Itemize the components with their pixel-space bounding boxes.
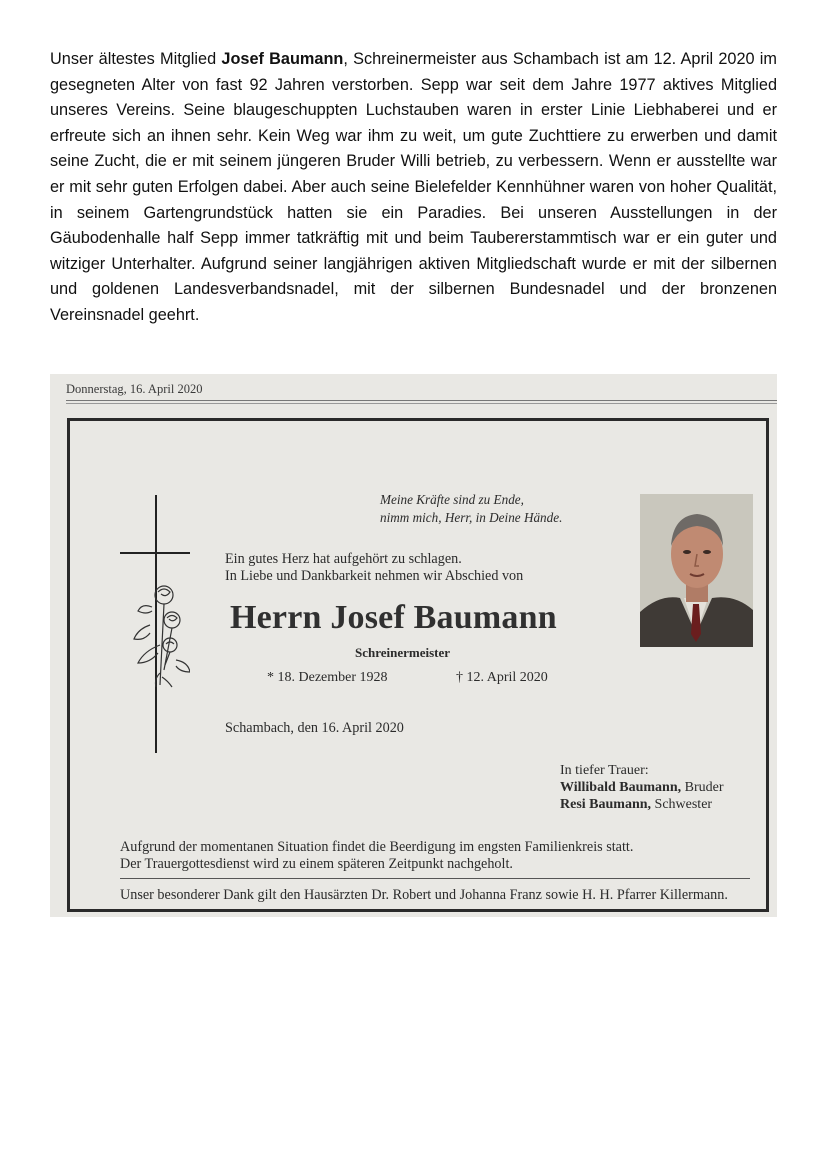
portrait-photo bbox=[640, 494, 753, 647]
thanks-note: Unser besonderer Dank gilt den Hausärzten Dr. Robert und Johanna Franz sowie H. H. Pfarrer Killermann. bbox=[120, 887, 728, 903]
death-date: † 12. April 2020 bbox=[456, 670, 548, 685]
mourner-1 bbox=[560, 779, 724, 796]
mourner-1-name: Willibald Baumann, bbox=[560, 780, 682, 795]
obituary-frame bbox=[67, 418, 769, 912]
mourner-2-name: Resi Baumann, bbox=[560, 797, 652, 812]
dateline-rule bbox=[66, 400, 777, 401]
dateline-rule-secondary bbox=[66, 403, 777, 404]
mourner-2-relation: Schwester bbox=[651, 797, 713, 812]
place-and-date: Schambach, den 16. April 2020 bbox=[225, 720, 404, 736]
cross-with-roses-icon bbox=[120, 495, 190, 753]
notice-line-2: Der Trauergottesdienst wird zu einem späteren Zeitpunkt nachgeholt. bbox=[120, 856, 513, 872]
mourner-1-relation: Bruder bbox=[681, 780, 724, 795]
portrait-image bbox=[640, 494, 753, 647]
birth-date: * 18. Dezember 1928 bbox=[267, 670, 388, 685]
notice-line-1: Aufgrund der momentanen Situation findet die Beerdigung im engsten Familienkreis statt. bbox=[120, 839, 634, 855]
obituary-clipping bbox=[50, 374, 777, 917]
intro-member-name: Josef Baumann bbox=[221, 50, 344, 68]
funeral-notice bbox=[120, 839, 633, 873]
mourning-heading: In tiefer Trauer: bbox=[560, 763, 649, 778]
motto-line-2: nimm mich, Herr, in Deine Hände. bbox=[380, 510, 563, 525]
intro-text-body: , Schreinermeister aus Schambach ist am 12. April 2020 im gesegneten Alter von fast 92 Jahren verstorben. Sepp war seit dem Jahre 1977 aktives Mitglied unseres Vereins. Seine blaugeschuppten Luchstauben waren in erster Linie Liebhaberei und er erfreute sich an ihnen sehr. Kein Weg war ihm zu weit, um gute Zuchttiere zu erwerben und damit seine Zucht, die er mit seinem jüngeren Bruder Willi betrieb, zu verbessern. Wenn er ausstellte war er mit sehr guten Erfolgen dabei. Aber auch seine Bielefelder Kennhühner waren von hoher Qualität, in seinem Gartengrundstück hatten sie ein Paradies. Bei unseren Ausstellungen in der Gäubodenhalle half Sepp immer tatkräftig mit und beim Taubererstammtisch war er ein guter und witziger Unterhalter. Aufgrund seiner langjährigen aktiven Mitgliedschaft wurde er mit der silbernen und goldenen Landesverbandsnadel, mit der silbernen Bundesnadel und der bronzenen Vereinsnadel geehrt. bbox=[50, 50, 777, 324]
mourners-block bbox=[560, 762, 724, 813]
notice-divider bbox=[120, 878, 750, 879]
intro-line-1: Ein gutes Herz hat aufgehört zu schlagen. bbox=[225, 551, 462, 567]
intro-text-start: Unser ältestes Mitglied bbox=[50, 50, 222, 68]
deceased-name: Herrn Josef Baumann bbox=[230, 599, 557, 636]
newspaper-dateline: Donnerstag, 16. April 2020 bbox=[66, 382, 203, 396]
obituary-motto bbox=[380, 491, 562, 527]
deceased-profession: Schreinermeister bbox=[355, 645, 451, 660]
intro-line-2: In Liebe und Dankbarkeit nehmen wir Abschied von bbox=[225, 568, 524, 584]
mourner-2 bbox=[560, 796, 724, 813]
intro-paragraph bbox=[50, 47, 777, 329]
motto-line-1: Meine Kräfte sind zu Ende, bbox=[380, 492, 524, 507]
obituary-intro-lines bbox=[225, 551, 523, 585]
